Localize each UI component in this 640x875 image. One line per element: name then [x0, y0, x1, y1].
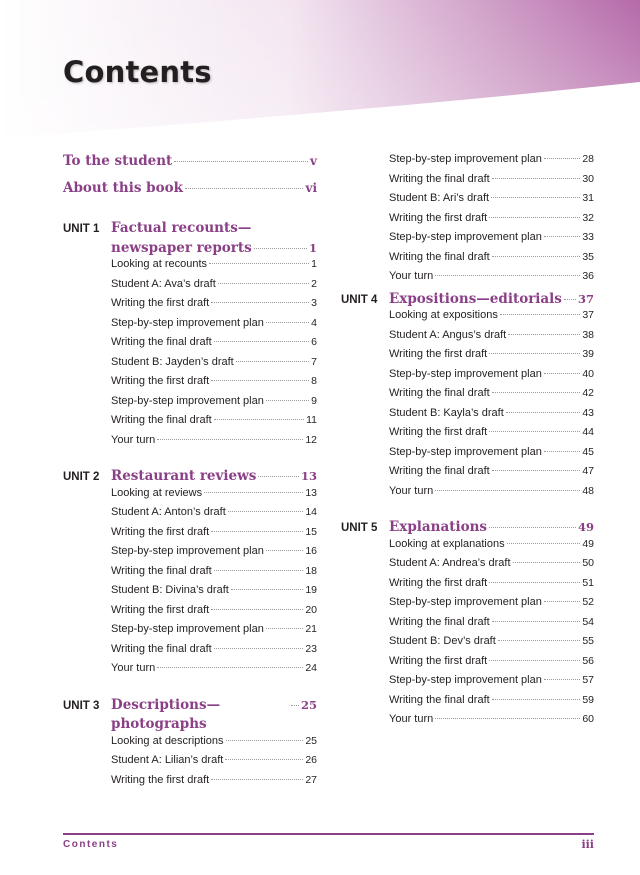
unit-title-line: Factual recounts— — [111, 220, 252, 236]
page-number: 47 — [582, 465, 594, 477]
unit-title[interactable] — [111, 467, 317, 487]
page-number: 3 — [311, 297, 317, 309]
page-number: 56 — [582, 654, 594, 667]
dot-leader — [266, 628, 303, 629]
page-number: 12 — [305, 433, 317, 446]
page-number: 27 — [305, 773, 317, 786]
unit-title[interactable] — [389, 518, 594, 538]
toc-entry-label: Step-by-step improvement plan — [389, 445, 542, 458]
unit-title[interactable] — [111, 219, 317, 258]
toc-entry-label: Writing the final draft — [389, 693, 490, 706]
unit-section — [63, 696, 317, 794]
dot-leader — [228, 511, 304, 512]
toc-entry[interactable] — [389, 251, 594, 271]
toc-entry-label: Step-by-step improvement plan — [111, 545, 264, 557]
page-number: 36 — [582, 270, 594, 282]
toc-entry[interactable] — [389, 368, 594, 388]
unit-page-number: 25 — [300, 697, 317, 712]
page-number: 8 — [311, 375, 317, 387]
unit-title[interactable] — [389, 290, 594, 310]
toc-entry[interactable] — [389, 270, 594, 290]
dot-leader — [491, 197, 580, 198]
unit-page-number: 1 — [308, 240, 317, 255]
unit-number: UNIT 2 — [63, 471, 100, 483]
toc-entry-label: Writing the first draft — [389, 576, 488, 589]
toc-entry[interactable] — [111, 565, 317, 585]
dot-leader — [544, 158, 580, 159]
toc-entry-label: Student B: Ari’s draft — [389, 192, 490, 204]
page-number: 25 — [305, 734, 317, 747]
toc-entry-label: Looking at descriptions — [111, 734, 224, 747]
toc-entry[interactable] — [111, 414, 317, 434]
dot-leader — [544, 451, 580, 452]
unit-title-line: newspaper reports — [111, 239, 252, 256]
dot-leader — [157, 667, 303, 668]
dot-leader — [266, 400, 309, 401]
dot-leader — [214, 419, 304, 420]
toc-entry[interactable] — [389, 538, 594, 558]
page-number: 33 — [582, 231, 594, 243]
toc-entry-label: Writing the final draft — [389, 615, 490, 628]
dot-leader — [185, 188, 304, 189]
toc-entry-label: Your turn — [111, 433, 156, 446]
dot-leader — [544, 679, 580, 680]
toc-entry-label: Writing the first draft — [389, 426, 488, 438]
page-number: 32 — [582, 211, 594, 224]
unit-title-last-line — [111, 467, 317, 487]
toc-entry[interactable] — [389, 329, 594, 349]
page-number: 44 — [582, 426, 594, 438]
page-number: 51 — [582, 576, 594, 589]
toc-entry[interactable] — [389, 616, 594, 636]
toc-entry[interactable] — [111, 434, 317, 454]
dot-leader — [492, 621, 581, 622]
toc-entry[interactable] — [389, 674, 594, 694]
toc-entry[interactable] — [111, 278, 317, 298]
toc-entry-label: Step-by-step improvement plan — [389, 674, 542, 686]
toc-entry-label: Writing the first draft — [111, 297, 210, 309]
dot-leader — [211, 380, 309, 381]
dot-leader — [507, 543, 581, 544]
toc-entry[interactable] — [389, 173, 594, 193]
unit-section — [341, 290, 594, 505]
page-number: 2 — [311, 277, 317, 290]
unit-title[interactable] — [111, 696, 317, 735]
dot-leader — [435, 275, 580, 276]
toc-entry[interactable] — [111, 395, 317, 415]
toc-entry[interactable] — [111, 297, 317, 317]
page-number: 14 — [305, 506, 317, 518]
page-number: 40 — [582, 367, 594, 380]
page-number: 54 — [582, 615, 594, 628]
unit-number: UNIT 4 — [341, 293, 378, 306]
dot-leader — [544, 236, 580, 237]
toc-entry-about-this-book[interactable] — [63, 180, 317, 205]
dot-leader — [513, 562, 581, 563]
dot-leader — [226, 740, 304, 741]
toc-entry-label: Step-by-step improvement plan — [389, 367, 542, 380]
page-number: 11 — [306, 414, 317, 426]
dot-leader — [564, 299, 576, 300]
toc-entry[interactable] — [111, 375, 317, 395]
toc-entry-label: Writing the final draft — [389, 172, 490, 185]
toc-entry[interactable] — [389, 348, 594, 368]
page-number: 55 — [582, 635, 594, 647]
unit-section — [63, 467, 317, 682]
page-number: 35 — [582, 250, 594, 263]
toc-entry-label: Looking at recounts — [111, 258, 208, 270]
toc-entry-label: Step-by-step improvement plan — [111, 623, 264, 635]
unit-title-line: Expositions—editorials — [389, 290, 562, 307]
toc-entry-label: Student A: Lilian’s draft — [111, 754, 224, 766]
page-number: 39 — [582, 348, 594, 360]
toc-entry-label: Writing the final draft — [111, 564, 212, 577]
toc-entry[interactable] — [389, 485, 594, 505]
dot-leader — [489, 582, 580, 583]
dot-leader — [500, 314, 580, 315]
toc-entry[interactable] — [389, 557, 594, 577]
unit-title-line: Explanations — [389, 519, 488, 535]
page-number: 13 — [305, 486, 317, 499]
page-number: 37 — [582, 309, 594, 321]
toc-entry[interactable] — [389, 309, 594, 329]
toc-entry[interactable] — [389, 231, 594, 251]
toc-entry-label: Your turn — [111, 662, 156, 674]
toc-entry[interactable] — [389, 635, 594, 655]
toc-entry-label: Writing the final draft — [389, 250, 490, 263]
unit-title-last-line — [389, 518, 594, 538]
toc-entry-label: Step-by-step improvement plan — [111, 316, 264, 329]
dot-leader — [214, 570, 304, 571]
toc-entry[interactable] — [111, 643, 317, 663]
page-title: Contents — [63, 55, 212, 89]
unit-title-line: Restaurant reviews — [111, 468, 257, 484]
toc-entry[interactable] — [389, 407, 594, 427]
page-number: 57 — [582, 674, 594, 686]
toc-entry[interactable] — [389, 655, 594, 675]
unit-page-number: 37 — [577, 291, 594, 306]
dot-leader — [492, 392, 581, 393]
toc-entry[interactable] — [389, 465, 594, 485]
toc-entry-label: Your turn — [389, 270, 434, 282]
dot-leader — [266, 322, 309, 323]
page-number: 23 — [305, 642, 317, 655]
toc-entry[interactable] — [111, 735, 317, 755]
toc-entry-label: Writing the first draft — [389, 348, 488, 360]
unit-title-last-line — [111, 239, 317, 259]
footer-page-number: iii — [581, 838, 594, 851]
dot-leader — [218, 283, 309, 284]
toc-entry-label: Writing the first draft — [111, 773, 210, 786]
unit-page-number: 13 — [300, 469, 317, 483]
toc-entry-label: Writing the first draft — [389, 211, 488, 224]
page-number: 26 — [305, 754, 317, 766]
dot-leader — [211, 302, 309, 303]
toc-entry-label: Student B: Kayla’s draft — [389, 406, 504, 419]
page-number: 28 — [582, 153, 594, 165]
toc-entry[interactable] — [111, 623, 317, 643]
toc-entry-label: About this book — [63, 180, 183, 196]
toc-entry-label: Writing the first draft — [111, 525, 210, 538]
page-number: 31 — [582, 192, 594, 204]
toc-entry-label: Writing the final draft — [111, 336, 212, 348]
toc-entry-label: Looking at expositions — [389, 309, 498, 321]
toc-entry-label: Step-by-step improvement plan — [389, 596, 542, 608]
page-number: 30 — [582, 172, 594, 185]
toc-entry[interactable] — [111, 754, 317, 774]
toc-entry-label: Looking at reviews — [111, 486, 203, 499]
unit-body — [389, 518, 594, 733]
page-number: 20 — [305, 603, 317, 616]
dot-leader — [236, 361, 309, 362]
footer-rule — [63, 833, 594, 835]
toc-entry-label: Student A: Angus’s draft — [389, 328, 507, 341]
unit-title-line: Descriptions—photographs — [111, 696, 221, 732]
unit-page-number: 49 — [577, 520, 594, 534]
toc-entry[interactable] — [389, 426, 594, 446]
toc-entry-label: Writing the first draft — [389, 654, 488, 667]
dot-leader — [435, 718, 580, 719]
dot-leader — [489, 527, 576, 528]
page-number: 43 — [582, 406, 594, 419]
dot-leader — [544, 601, 580, 602]
page-number: 9 — [311, 394, 317, 407]
toc-entry-label: Step-by-step improvement plan — [111, 394, 264, 407]
toc-entry[interactable] — [111, 774, 317, 794]
page-number: vi — [305, 181, 317, 195]
dot-leader — [214, 341, 309, 342]
toc-entry-label: Student A: Anton’s draft — [111, 506, 226, 518]
toc-entry-label: Writing the final draft — [111, 642, 212, 655]
toc-entry[interactable] — [389, 446, 594, 466]
dot-leader — [209, 263, 309, 264]
dot-leader — [508, 334, 580, 335]
unit-body — [111, 219, 317, 453]
toc-entry-label: Writing the final draft — [389, 465, 490, 477]
dot-leader — [225, 759, 303, 760]
dot-leader — [157, 439, 303, 440]
dot-leader — [291, 705, 299, 706]
dot-leader — [489, 660, 580, 661]
dot-leader — [214, 648, 304, 649]
toc-entry-label: Writing the final draft — [111, 414, 212, 426]
toc-entry[interactable] — [111, 336, 317, 356]
dot-leader — [492, 178, 581, 179]
page-number: 21 — [305, 623, 317, 635]
dot-leader — [231, 589, 304, 590]
toc-entry[interactable] — [111, 526, 317, 546]
footer-label: Contents — [63, 839, 119, 850]
dot-leader — [254, 248, 307, 249]
toc-entry-label: Your turn — [389, 484, 434, 497]
dot-leader — [489, 217, 580, 218]
unit-title-last-line — [389, 290, 594, 310]
dot-leader — [544, 373, 580, 374]
unit-body — [389, 290, 594, 505]
toc-entry-label: Step-by-step improvement plan — [389, 153, 542, 165]
toc-entry-label: Student A: Ava’s draft — [111, 277, 216, 290]
toc-entry-label: Writing the first draft — [111, 375, 210, 387]
page-number: 50 — [582, 557, 594, 569]
toc-entry[interactable] — [111, 662, 317, 682]
page-number: 52 — [582, 596, 594, 608]
toc-entry-label: To the student — [63, 153, 173, 169]
page-number: 6 — [311, 336, 317, 348]
dot-leader — [498, 640, 581, 641]
toc-entry-label: Writing the first draft — [111, 603, 210, 616]
dot-leader — [266, 550, 303, 551]
dot-leader — [492, 256, 581, 257]
toc-entry[interactable] — [389, 212, 594, 232]
toc-entry[interactable] — [111, 584, 317, 604]
page-number: 48 — [582, 484, 594, 497]
toc-entry[interactable] — [389, 596, 594, 616]
unit-number: UNIT 5 — [341, 522, 378, 534]
dot-leader — [211, 779, 303, 780]
dot-leader — [204, 492, 303, 493]
toc-entry[interactable] — [111, 506, 317, 526]
toc-entry-label: Student B: Dev’s draft — [389, 635, 496, 647]
dot-leader — [211, 531, 303, 532]
toc-entry[interactable] — [389, 577, 594, 597]
toc-right-column — [341, 153, 594, 733]
dot-leader — [435, 490, 580, 491]
toc-entry-label: Writing the final draft — [389, 387, 490, 399]
unit3-continued-list — [389, 153, 594, 290]
toc-entry[interactable] — [111, 604, 317, 624]
page-number: 15 — [305, 525, 317, 538]
toc-entry-label: Student B: Jayden’s draft — [111, 355, 234, 368]
page-number: 19 — [305, 584, 317, 596]
dot-leader — [258, 476, 299, 477]
page-number: 59 — [582, 693, 594, 706]
toc-entry-label: Student B: Divina’s draft — [111, 584, 229, 596]
toc-entry[interactable] — [111, 487, 317, 507]
page-number: v — [310, 154, 317, 168]
toc-entry[interactable] — [389, 387, 594, 407]
page-number: 18 — [305, 564, 317, 577]
unit-number: UNIT 3 — [63, 699, 100, 712]
page-number: 1 — [311, 258, 317, 270]
page-number: 4 — [311, 316, 317, 329]
page-number: 38 — [582, 328, 594, 341]
dot-leader — [174, 161, 308, 162]
unit-body — [111, 467, 317, 682]
unit-section — [341, 518, 594, 733]
toc-entry[interactable] — [389, 153, 594, 173]
left-units-container — [63, 219, 317, 793]
dot-leader — [489, 353, 580, 354]
toc-entry[interactable] — [111, 317, 317, 337]
unit-number: UNIT 1 — [63, 223, 100, 235]
page-number: 24 — [305, 662, 317, 674]
dot-leader — [492, 699, 581, 700]
unit-title-last-line — [111, 696, 317, 735]
toc-entry[interactable] — [111, 545, 317, 565]
page-number: 49 — [582, 537, 594, 550]
dot-leader — [506, 412, 581, 413]
toc-entry-to-the-student[interactable] — [63, 153, 317, 178]
unit-body — [111, 696, 317, 794]
right-units-container — [341, 290, 594, 733]
page-number: 16 — [305, 545, 317, 557]
toc-entry-label: Looking at explanations — [389, 537, 505, 550]
toc-entry[interactable] — [389, 713, 594, 733]
toc-entry-label: Student A: Andrea’s draft — [389, 557, 511, 569]
page-number: 60 — [582, 713, 594, 725]
page-number: 45 — [582, 445, 594, 458]
toc-entry[interactable] — [389, 192, 594, 212]
dot-leader — [211, 609, 303, 610]
unit-section — [63, 219, 317, 453]
toc-entry[interactable] — [111, 258, 317, 278]
page-number: 7 — [311, 355, 317, 368]
toc-entry[interactable] — [111, 356, 317, 376]
toc-left-column — [63, 153, 317, 793]
page-number: 42 — [582, 387, 594, 399]
dot-leader — [492, 470, 581, 471]
dot-leader — [489, 431, 580, 432]
toc-entry-label: Step-by-step improvement plan — [389, 231, 542, 243]
toc-entry-label: Your turn — [389, 713, 434, 725]
toc-entry[interactable] — [389, 694, 594, 714]
